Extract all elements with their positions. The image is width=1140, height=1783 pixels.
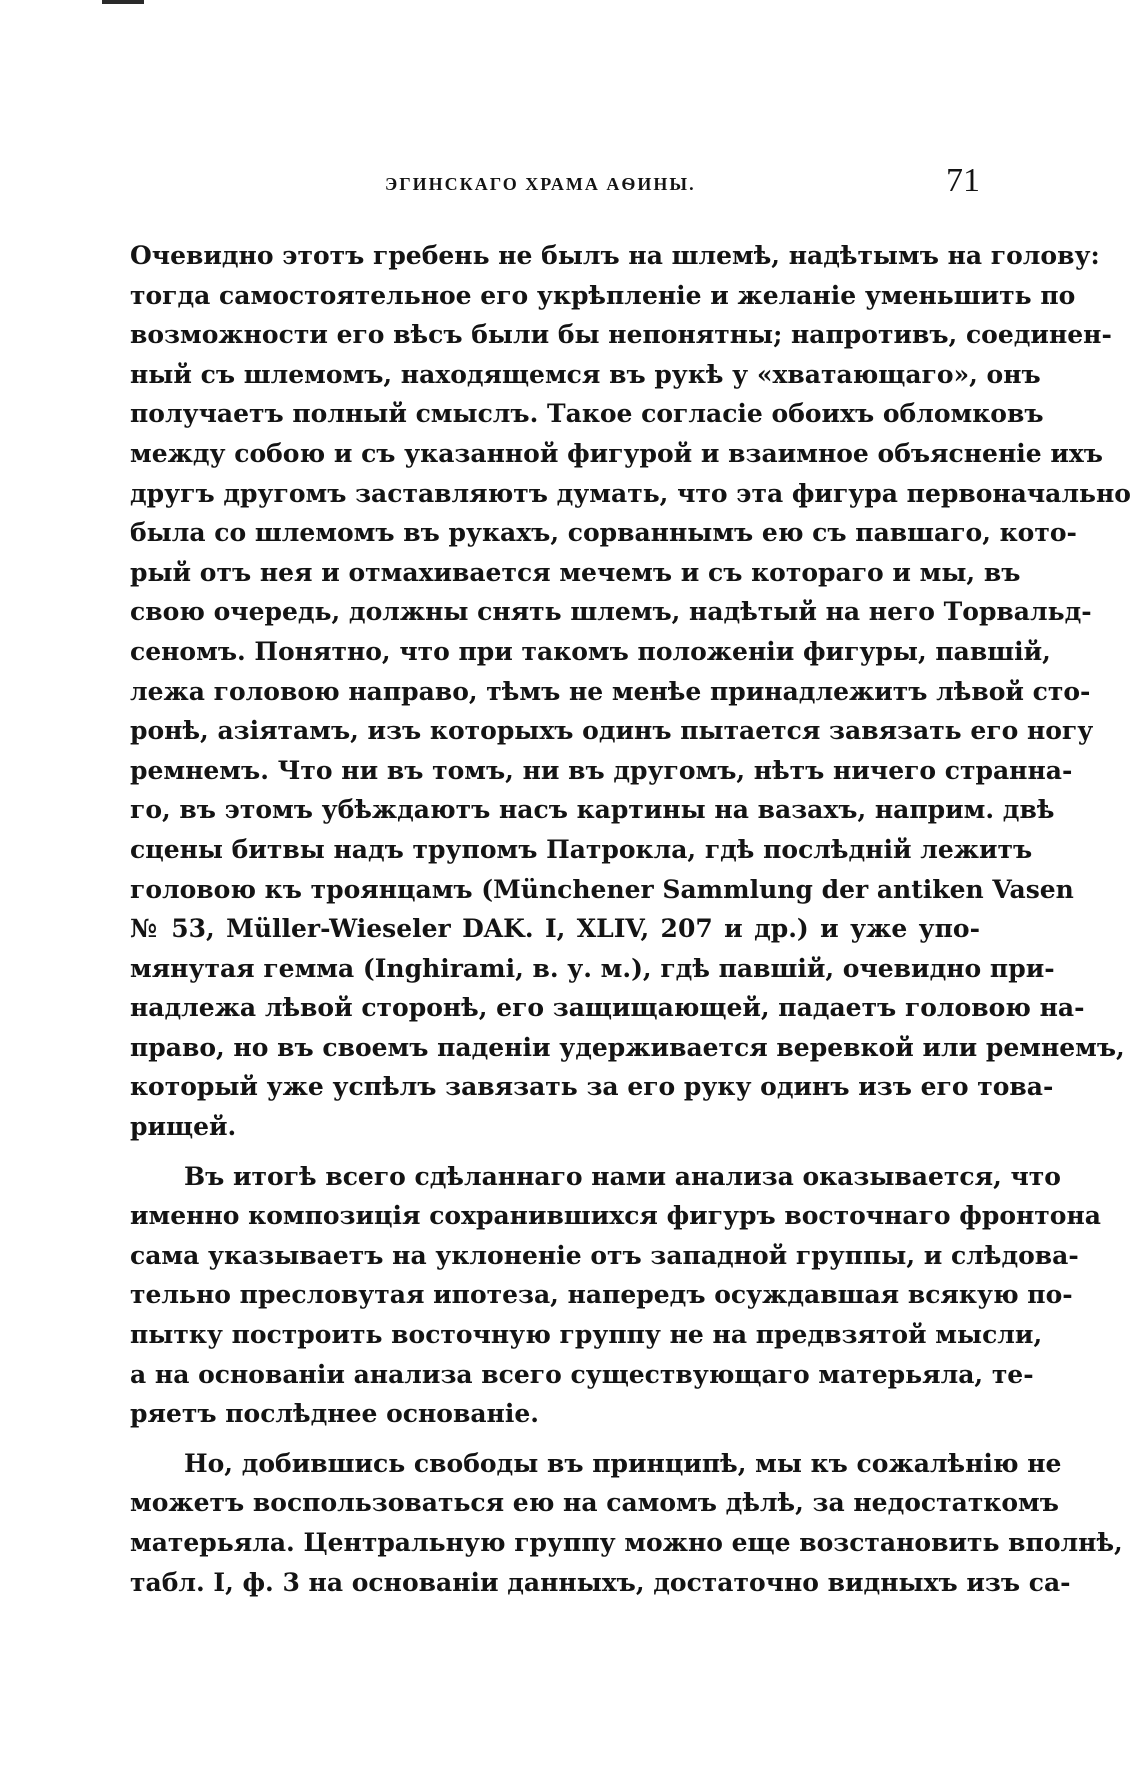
text-line: матерьяла. Центральную группу можно еще возстановить вполнѣ, (130, 1528, 1123, 1557)
body-text (130, 236, 1131, 1602)
text-line: рый отъ нея и отмахивается мечемъ и съ котораго и мы, въ (130, 557, 1021, 587)
paragraph-3 (130, 1444, 1123, 1602)
text-line: рищей. (130, 1112, 237, 1142)
page-number: 71 (946, 162, 980, 199)
text-line: табл. I, ф. 3 на основаніи данныхъ, достаточно видныхъ изъ са- (130, 1567, 1071, 1597)
text-line: ронѣ, азіятамъ, изъ которыхъ одинъ пытается завязать его ногу (130, 716, 1094, 746)
text-line: а на основаніи анализа всего существующаго матерьяла, те- (130, 1359, 1034, 1389)
running-title: ЭГИНСКАГО ХРАМА АѲИНЫ. (385, 174, 696, 194)
text-line: № 53, Müller-Wieseler DAK. I, XLIV, 207 и др.) и уже упо- (130, 914, 980, 944)
text-line: получаетъ полный смыслъ. Такое согласіе обоихъ обломковъ (130, 399, 1044, 429)
text-line: Въ итогѣ всего сдѣланнаго нами анализа оказывается, что (184, 1161, 1061, 1191)
text-line: Но, добившись свободы въ принципѣ, мы къ сожалѣнію не (184, 1448, 1062, 1478)
text-line: сцены битвы надъ трупомъ Патрокла, гдѣ послѣдній лежитъ (130, 834, 1033, 864)
page-header (130, 162, 980, 206)
text-line: сеномъ. Понятно, что при такомъ положеніи фигуры, павшій, (130, 636, 1051, 666)
text-line: между собою и съ указанной фигурой и взаимное объясненіе ихъ (130, 438, 1103, 468)
text-line: ряетъ послѣднее основаніе. (130, 1399, 539, 1429)
text-line: головою къ троянцамъ (Münchener Sammlung der antiken Vasen (130, 874, 1074, 904)
text-line: свою очередь, должны снять шлемъ, надѣтый на него Торвальд- (130, 597, 1092, 627)
text-line: можетъ воспользоваться ею на самомъ дѣлѣ, за недостаткомъ (130, 1488, 1059, 1518)
text-line: ремнемъ. Что ни въ томъ, ни въ другомъ, нѣтъ ничего странна- (130, 755, 1073, 785)
text-line: была со шлемомъ въ рукахъ, сорваннымъ ею съ павшаго, кото- (130, 518, 1077, 548)
text-line: тогда самостоятельное его укрѣпленіе и желаніе уменьшить по (130, 280, 1076, 310)
text-line: надлежа лѣвой сторонѣ, его защищающей, падаетъ головою на- (130, 993, 1085, 1023)
text-line: Очевидно этотъ гребень не былъ на шлемѣ, надѣтымъ на голову: (130, 241, 1100, 270)
text-line: другъ другомъ заставляютъ думать, что эта фигура первоначально (130, 478, 1131, 508)
text-line: право, но въ своемъ паденіи удерживается веревкой или ремнемъ, (130, 1032, 1125, 1062)
text-line: го, въ этомъ убѣждаютъ насъ картины на вазахъ, наприм. двѣ (130, 795, 1055, 825)
text-line: лежа головою направо, тѣмъ не менѣе принадлежитъ лѣвой сто- (130, 676, 1091, 706)
text-line: возможности его вѣсъ были бы непонятны; напротивъ, соединен- (130, 320, 1112, 350)
paragraph-1 (130, 236, 1131, 1147)
text-line: который уже успѣлъ завязать за его руку одинъ изъ его това- (130, 1072, 1054, 1102)
text-line: именно композиція сохранившихся фигуръ восточнаго фронтона (130, 1201, 1101, 1231)
corner-print-mark (102, 0, 144, 4)
text-line: ный съ шлемомъ, находящемся въ рукѣ у «хватающаго», онъ (130, 359, 1041, 389)
text-line: сама указываетъ на уклоненіе отъ западной группы, и слѣдова- (130, 1240, 1079, 1270)
text-line: пытку построить восточную группу не на предвзятой мысли, (130, 1320, 1043, 1350)
paragraph-2 (130, 1157, 1101, 1434)
text-line: тельно пресловутая ипотеза, напередъ осуждавшая всякую по- (130, 1280, 1073, 1310)
text-line: мянутая гемма (Inghirami, в. у. м.), гдѣ павшій, очевидно при- (130, 953, 1055, 983)
